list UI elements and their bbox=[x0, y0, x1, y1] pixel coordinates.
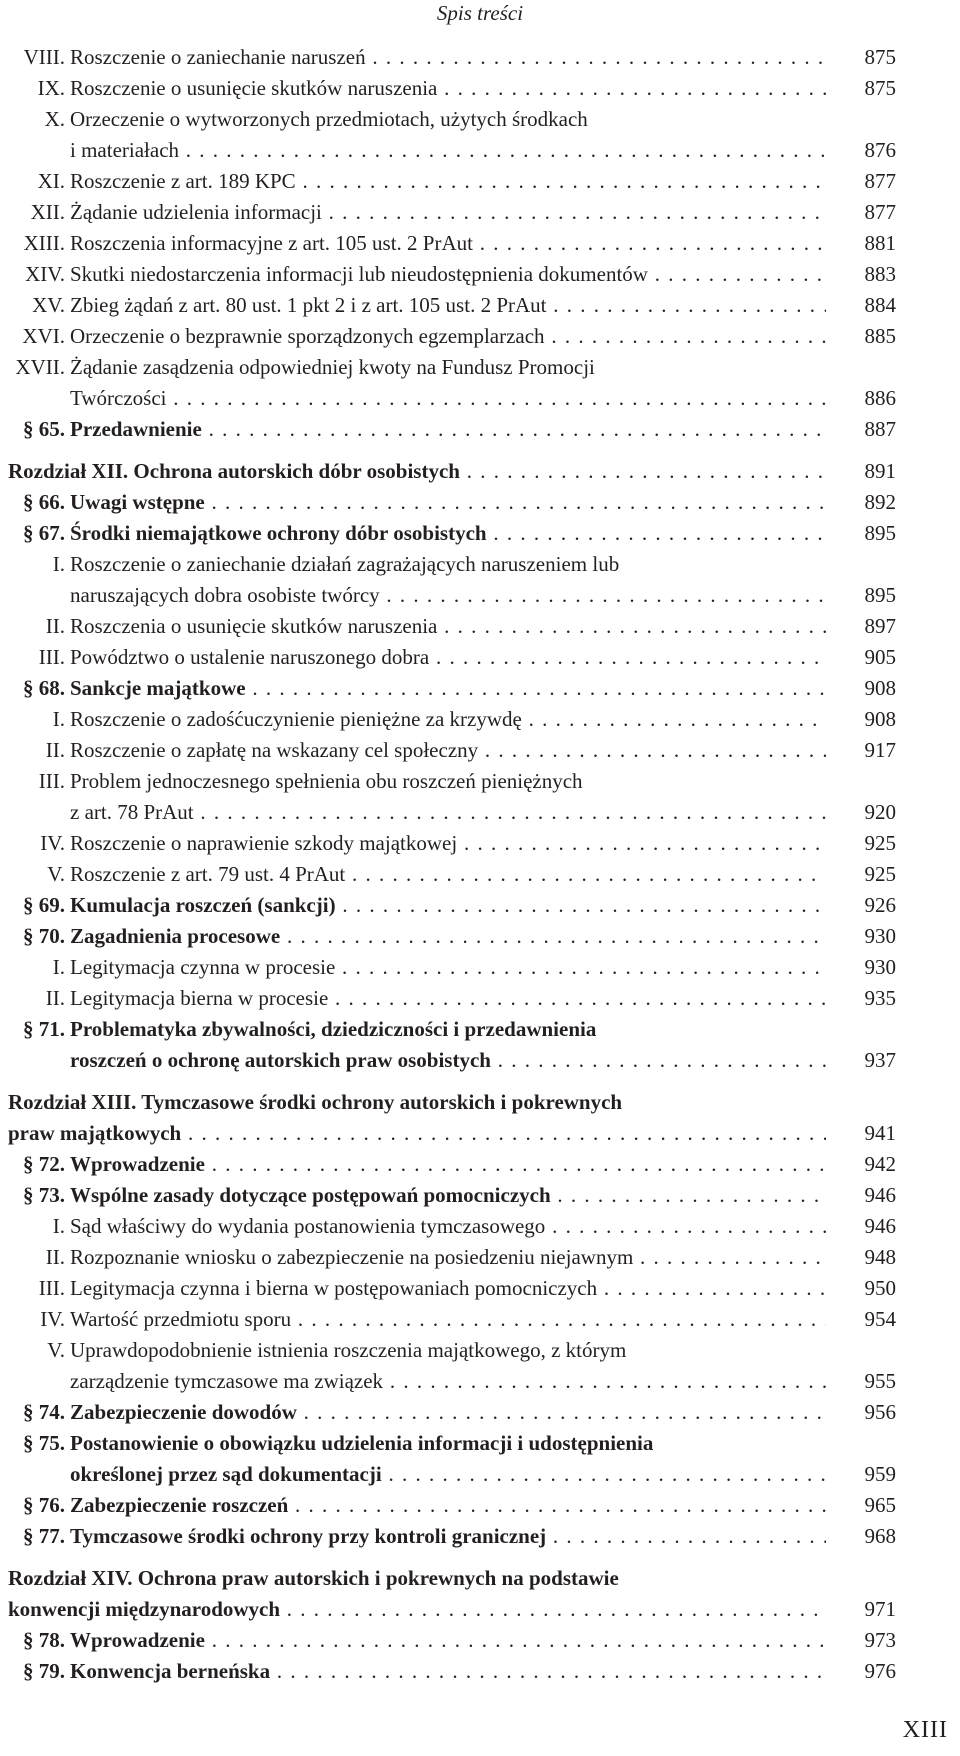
toc-entry-title: Rozdział XIV. Ochrona praw autorskich i pokrewnych na podstawie bbox=[8, 1566, 619, 1590]
toc-entry-title: Zabezpieczenie roszczeń . . . bbox=[70, 1490, 826, 1521]
toc-entry-number: II. bbox=[45, 986, 65, 1010]
toc-entry-title: Kumulacja roszczeń (sankcji) . . . bbox=[70, 890, 826, 921]
toc-entry-number: § 66. bbox=[23, 490, 65, 514]
toc-item[interactable] bbox=[0, 321, 960, 352]
toc-page-number: 956 bbox=[864, 1400, 896, 1424]
toc-section[interactable] bbox=[0, 414, 960, 445]
toc-section[interactable] bbox=[0, 518, 960, 549]
toc-entry-number: VIII. bbox=[23, 45, 65, 69]
toc-page-number: 935 bbox=[864, 986, 896, 1010]
toc-entry-title: Roszczenie o zaniechanie naruszeń . . . bbox=[70, 42, 826, 73]
toc-entry-title: Zagadnienia procesowe . . . bbox=[70, 921, 826, 952]
toc-section[interactable] bbox=[0, 1180, 960, 1211]
toc-page-number: 877 bbox=[864, 200, 896, 224]
toc-entry-title: Przedawnienie . . . bbox=[70, 414, 826, 445]
toc-page-number: 895 bbox=[864, 521, 896, 545]
toc-section[interactable] bbox=[0, 1149, 960, 1180]
toc-entry-title: Twórczości . . . bbox=[70, 383, 826, 414]
toc-item[interactable] bbox=[0, 1335, 960, 1397]
toc-entry-number: § 67. bbox=[23, 521, 65, 545]
toc-entry-number: XIII. bbox=[23, 231, 65, 255]
toc-entry-number: § 76. bbox=[23, 1493, 65, 1517]
toc-page-number: 881 bbox=[864, 231, 896, 255]
page-number: XIII bbox=[902, 1717, 948, 1743]
toc-page-number: 905 bbox=[864, 645, 896, 669]
toc-entry-title: Konwencja berneńska . . . bbox=[70, 1656, 826, 1687]
toc-item[interactable] bbox=[0, 1273, 960, 1304]
toc-page-number: 920 bbox=[864, 800, 896, 824]
toc-entry-title: Postanowienie o obowiązku udzielenia informacji i udostępnienia bbox=[70, 1431, 654, 1455]
toc-entry-title: z art. 78 PrAut . . . bbox=[70, 797, 826, 828]
toc-entry-title: Sąd właściwy do wydania postanowienia tymczasowego . . . bbox=[70, 1211, 826, 1242]
toc-entry-number: § 72. bbox=[23, 1152, 65, 1176]
toc-page-number: 875 bbox=[864, 76, 896, 100]
toc-page-number: 942 bbox=[864, 1152, 896, 1176]
toc-entry-title: Skutki niedostarczenia informacji lub nieudostępnienia dokumentów . . . bbox=[70, 259, 826, 290]
toc-item[interactable] bbox=[0, 104, 960, 166]
toc-section[interactable] bbox=[0, 1397, 960, 1428]
toc-page-number: 875 bbox=[864, 45, 896, 69]
toc-entry-number: IV. bbox=[40, 831, 65, 855]
toc-entry-title: Legitymacja czynna i bierna w postępowaniach pomocniczych . . . bbox=[70, 1273, 826, 1304]
toc-entry-title: Powództwo o ustalenie naruszonego dobra . . . bbox=[70, 642, 826, 673]
toc-page-number: 891 bbox=[864, 459, 896, 483]
toc-entry-number: III. bbox=[38, 645, 65, 669]
toc-page-number: 941 bbox=[864, 1121, 896, 1145]
toc-page-number: 925 bbox=[864, 831, 896, 855]
toc-entry-number: I. bbox=[52, 955, 65, 979]
toc-entry-title: Uprawdopodobnienie istnienia roszczenia majątkowego, z którym bbox=[70, 1338, 627, 1362]
toc-entry-number: § 68. bbox=[23, 676, 65, 700]
toc-entry-title: Roszczenie z art. 79 ust. 4 PrAut . . . bbox=[70, 859, 826, 890]
toc-page-number: 968 bbox=[864, 1524, 896, 1548]
toc-item[interactable] bbox=[0, 1211, 960, 1242]
toc-entry-title: Legitymacja czynna w procesie . . . bbox=[70, 952, 826, 983]
toc-section[interactable] bbox=[0, 921, 960, 952]
toc-section[interactable] bbox=[0, 1521, 960, 1552]
toc-entry-number: IV. bbox=[40, 1307, 65, 1331]
toc-entry-number: XII. bbox=[30, 200, 65, 224]
toc-page-number: 973 bbox=[864, 1628, 896, 1652]
toc-item[interactable] bbox=[0, 197, 960, 228]
toc-entry-number: XVI. bbox=[22, 324, 65, 348]
toc-entry-number: XVII. bbox=[15, 355, 65, 379]
toc-page-number: 925 bbox=[864, 862, 896, 886]
toc-entry-number: § 65. bbox=[23, 417, 65, 441]
toc-entry-title: Zabezpieczenie dowodów . . . bbox=[70, 1397, 826, 1428]
toc-entry-title: Problematyka zbywalności, dziedziczności i przedawnienia bbox=[70, 1017, 597, 1041]
toc-entry-title: zarządzenie tymczasowe ma związek . . . bbox=[70, 1366, 826, 1397]
toc-entry-title: Wprowadzenie . . . bbox=[70, 1149, 826, 1180]
toc-page-number: 950 bbox=[864, 1276, 896, 1300]
toc-entry-number: IX. bbox=[37, 76, 65, 100]
toc-item[interactable] bbox=[0, 983, 960, 1014]
toc-entry-title: Legitymacja bierna w procesie . . . bbox=[70, 983, 826, 1014]
toc-section[interactable] bbox=[0, 1625, 960, 1656]
toc-entry-title: naruszających dobra osobiste twórcy . . . bbox=[70, 580, 826, 611]
toc-page-number: 930 bbox=[864, 924, 896, 948]
toc-page-number: 895 bbox=[864, 583, 896, 607]
toc-entry-number: III. bbox=[38, 769, 65, 793]
toc-page-number: 877 bbox=[864, 169, 896, 193]
toc-chapter[interactable] bbox=[0, 1082, 960, 1149]
toc-entry-title: Roszczenie z art. 189 KPC . . . bbox=[70, 166, 826, 197]
toc-page-number: 930 bbox=[864, 955, 896, 979]
toc-chapter[interactable] bbox=[0, 1558, 960, 1625]
toc-section[interactable] bbox=[0, 1656, 960, 1687]
toc-entry-number: III. bbox=[38, 1276, 65, 1300]
toc-page-number: 954 bbox=[864, 1307, 896, 1331]
toc-entry-title: Środki niemajątkowe ochrony dóbr osobistych . . . bbox=[70, 518, 826, 549]
toc-entry-number: § 79. bbox=[23, 1659, 65, 1683]
toc-page-number: 955 bbox=[864, 1369, 896, 1393]
table-of-contents bbox=[0, 42, 960, 1687]
toc-entry-number: V. bbox=[47, 1338, 65, 1362]
toc-entry-number: II. bbox=[45, 1245, 65, 1269]
toc-page-number: 908 bbox=[864, 676, 896, 700]
toc-entry-title: Uwagi wstępne . . . bbox=[70, 487, 826, 518]
toc-page-number: 885 bbox=[864, 324, 896, 348]
toc-entry-title: praw majątkowych . . . bbox=[0, 1118, 826, 1149]
toc-entry-title: Wartość przedmiotu sporu . . . bbox=[70, 1304, 826, 1335]
toc-entry-title: roszczeń o ochronę autorskich praw osobistych . . . bbox=[70, 1045, 826, 1076]
toc-page-number: 917 bbox=[864, 738, 896, 762]
toc-page-number: 937 bbox=[864, 1048, 896, 1072]
toc-entry-title: Rozpoznanie wniosku o zabezpieczenie na posiedzeniu niejawnym . . . bbox=[70, 1242, 826, 1273]
toc-section[interactable] bbox=[0, 1490, 960, 1521]
toc-entry-title: Wspólne zasady dotyczące postępowań pomocniczych . . . bbox=[70, 1180, 826, 1211]
toc-page-number: 884 bbox=[864, 293, 896, 317]
toc-entry-title: Zbieg żądań z art. 80 ust. 1 pkt 2 i z art. 105 ust. 2 PrAut . . . bbox=[70, 290, 826, 321]
toc-item[interactable] bbox=[0, 259, 960, 290]
toc-item[interactable] bbox=[0, 73, 960, 104]
toc-entry-title: Żądanie zasądzenia odpowiedniej kwoty na Fundusz Promocji bbox=[70, 355, 595, 379]
toc-entry-title: Roszczenie o naprawienie szkody majątkowej . . . bbox=[70, 828, 826, 859]
toc-item[interactable] bbox=[0, 1304, 960, 1335]
toc-entry-title: Problem jednoczesnego spełnienia obu roszczeń pieniężnych bbox=[70, 769, 583, 793]
toc-entry-number: II. bbox=[45, 614, 65, 638]
toc-entry-number: § 70. bbox=[23, 924, 65, 948]
toc-page-number: 886 bbox=[864, 386, 896, 410]
toc-entry-title: Rozdział XII. Ochrona autorskich dóbr osobistych . . . bbox=[0, 456, 826, 487]
toc-entry-title: Orzeczenie o wytworzonych przedmiotach, użytych środkach bbox=[70, 107, 588, 131]
toc-item[interactable] bbox=[0, 611, 960, 642]
toc-page-number: 897 bbox=[864, 614, 896, 638]
toc-entry-title: Wprowadzenie . . . bbox=[70, 1625, 826, 1656]
toc-chapter[interactable] bbox=[0, 451, 960, 487]
toc-entry-title: Roszczenie o zadośćuczynienie pieniężne za krzywdę . . . bbox=[70, 704, 826, 735]
toc-entry-title: Tymczasowe środki ochrony przy kontroli granicznej . . . bbox=[70, 1521, 826, 1552]
toc-section[interactable] bbox=[0, 487, 960, 518]
toc-entry-title: Roszczenie o usunięcie skutków naruszenia . . . bbox=[70, 73, 826, 104]
toc-item[interactable] bbox=[0, 166, 960, 197]
toc-entry-number: § 78. bbox=[23, 1628, 65, 1652]
running-header: Spis treści bbox=[436, 1, 524, 25]
toc-page-number: 926 bbox=[864, 893, 896, 917]
toc-item[interactable] bbox=[0, 704, 960, 735]
toc-entry-title: konwencji międzynarodowych . . . bbox=[0, 1594, 826, 1625]
toc-page-number: 887 bbox=[864, 417, 896, 441]
toc-entry-number: I. bbox=[52, 707, 65, 731]
toc-entry-number: § 77. bbox=[23, 1524, 65, 1548]
toc-entry-number: V. bbox=[47, 862, 65, 886]
toc-item[interactable] bbox=[0, 859, 960, 890]
toc-page-number: 971 bbox=[864, 1597, 896, 1621]
toc-entry-number: § 75. bbox=[23, 1431, 65, 1455]
toc-page-number: 876 bbox=[864, 138, 896, 162]
toc-page-number: 946 bbox=[864, 1214, 896, 1238]
toc-entry-title: Rozdział XIII. Tymczasowe środki ochrony autorskich i pokrewnych bbox=[8, 1090, 623, 1114]
toc-entry-title: Orzeczenie o bezprawnie sporządzonych egzemplarzach . . . bbox=[70, 321, 826, 352]
toc-section[interactable] bbox=[0, 1014, 960, 1076]
toc-entry-number: II. bbox=[45, 738, 65, 762]
toc-entry-title: Roszczenia informacyjne z art. 105 ust. 2 PrAut . . . bbox=[70, 228, 826, 259]
toc-item[interactable] bbox=[0, 642, 960, 673]
toc-item[interactable] bbox=[0, 290, 960, 321]
toc-item[interactable] bbox=[0, 1242, 960, 1273]
toc-item[interactable] bbox=[0, 766, 960, 828]
toc-item[interactable] bbox=[0, 352, 960, 414]
toc-page-number: 959 bbox=[864, 1462, 896, 1486]
toc-entry-title: Roszczenia o usunięcie skutków naruszenia . . . bbox=[70, 611, 826, 642]
toc-section[interactable] bbox=[0, 1428, 960, 1490]
toc-entry-title: Żądanie udzielenia informacji . . . bbox=[70, 197, 826, 228]
toc-entry-number: XIV. bbox=[25, 262, 65, 286]
toc-item[interactable] bbox=[0, 42, 960, 73]
toc-entry-number: § 74. bbox=[23, 1400, 65, 1424]
toc-page-number: 965 bbox=[864, 1493, 896, 1517]
toc-item[interactable] bbox=[0, 828, 960, 859]
toc-entry-number: § 71. bbox=[23, 1017, 65, 1041]
toc-entry-title: określonej przez sąd dokumentacji . . . bbox=[70, 1459, 826, 1490]
toc-section[interactable] bbox=[0, 890, 960, 921]
toc-entry-number: XV. bbox=[32, 293, 65, 317]
toc-item[interactable] bbox=[0, 952, 960, 983]
toc-page-number: 946 bbox=[864, 1183, 896, 1207]
toc-page-number: 976 bbox=[864, 1659, 896, 1683]
toc-entry-number: XI. bbox=[37, 169, 65, 193]
toc-entry-number: § 69. bbox=[23, 893, 65, 917]
toc-page-number: 883 bbox=[864, 262, 896, 286]
toc-entry-title: Roszczenie o zapłatę na wskazany cel społeczny . . . bbox=[70, 735, 826, 766]
toc-entry-title: Sankcje majątkowe . . . bbox=[70, 673, 826, 704]
toc-entry-number: § 73. bbox=[23, 1183, 65, 1207]
toc-section[interactable] bbox=[0, 673, 960, 704]
toc-item[interactable] bbox=[0, 549, 960, 611]
toc-page-number: 892 bbox=[864, 490, 896, 514]
toc-item[interactable] bbox=[0, 228, 960, 259]
toc-entry-title: i materiałach . . . bbox=[70, 135, 826, 166]
toc-entry-number: X. bbox=[44, 107, 65, 131]
toc-entry-number: I. bbox=[52, 552, 65, 576]
toc-page-number: 908 bbox=[864, 707, 896, 731]
toc-page-number: 948 bbox=[864, 1245, 896, 1269]
toc-item[interactable] bbox=[0, 735, 960, 766]
toc-entry-number: I. bbox=[52, 1214, 65, 1238]
toc-entry-title: Roszczenie o zaniechanie działań zagrażających naruszeniem lub bbox=[70, 552, 620, 576]
